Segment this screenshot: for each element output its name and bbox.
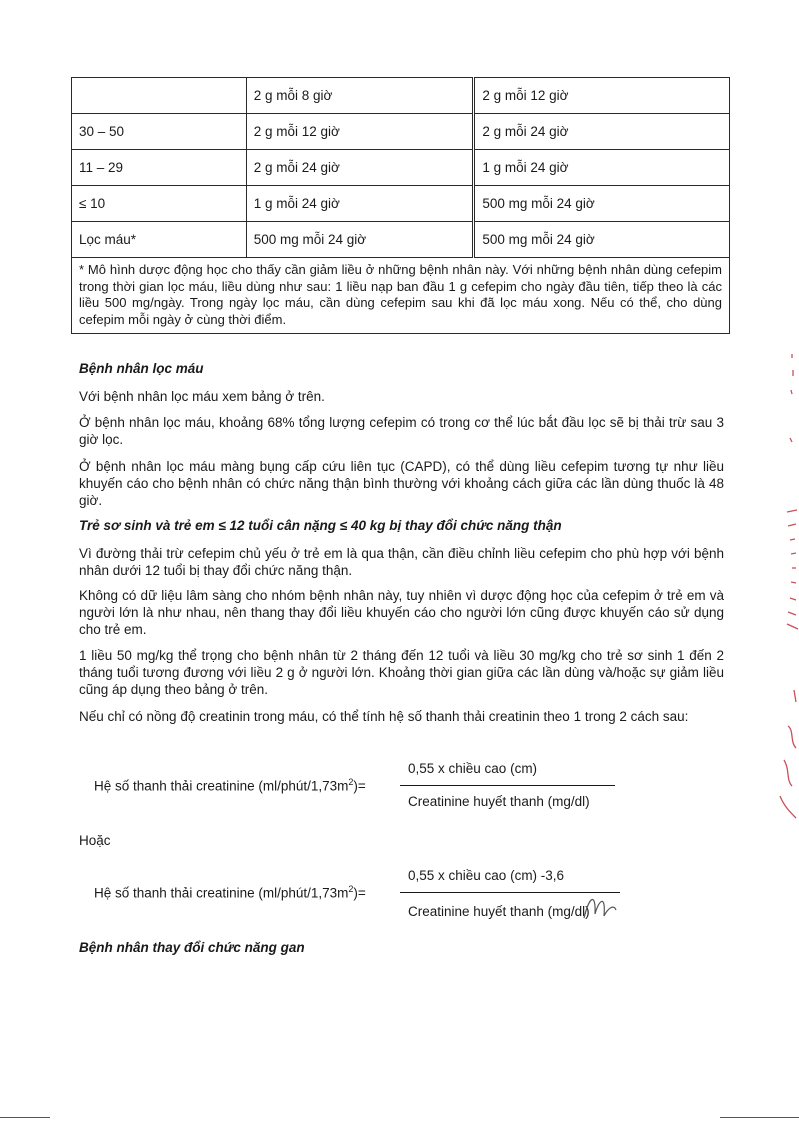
children-paragraph-2: Không có dữ liệu lâm sàng cho nhóm bệnh nhân này, tuy nhiên vì dược động học của cefepim ở trẻ em và người lớn là như nhau, nên thang thay đổi liều khuyến cáo cho người lớn cũng được khuyến cáo sử dụng cho trẻ em. [79, 588, 724, 637]
table-cell-dose-severe: 2 g mỗi 24 giờ [474, 114, 730, 150]
table-cell-dose-usual: 2 g mỗi 8 giờ [246, 78, 474, 114]
formula-1-fraction-line [400, 785, 615, 786]
formula-label-exponent: 2 [348, 777, 354, 787]
table-cell-dose-severe: 500 mg mỗi 24 giờ [474, 222, 730, 258]
formula-2-numerator: 0,55 x chiều cao (cm) -3,6 [408, 868, 565, 883]
formula-2-label [94, 884, 366, 901]
footer-line-right [720, 1117, 799, 1118]
dialysis-heading: Bệnh nhân lọc máu [79, 361, 204, 376]
dialysis-paragraph-1: Với bệnh nhân lọc máu xem bảng ở trên. [79, 389, 325, 404]
formula-1-denominator: Creatinine huyết thanh (mg/dl) [408, 794, 590, 809]
signature-scribble-icon [580, 888, 620, 928]
formula-label-text: Hệ số thanh thải creatinine (ml/phút/1,73m [94, 778, 349, 794]
table-cell-dose-severe: 1 g mỗi 24 giờ [474, 150, 730, 186]
dosage-table [71, 77, 730, 334]
margin-stamp-marks-icon [770, 350, 799, 830]
or-text: Hoặc [79, 833, 111, 848]
children-paragraph-4: Nếu chỉ có nồng độ creatinin trong máu, có thể tính hệ số thanh thải creatinin theo 1 trong 2 cách sau: [79, 709, 689, 724]
table-cell-clearance: Lọc máu* [72, 222, 247, 258]
children-heading: Trẻ sơ sinh và trẻ em ≤ 12 tuổi cân nặng ≤ 40 kg bị thay đổi chức năng thận [79, 518, 562, 533]
table-cell-dose-usual: 500 mg mỗi 24 giờ [246, 222, 474, 258]
table-cell-clearance [72, 78, 247, 114]
table-row [72, 78, 730, 114]
table-cell-dose-usual: 2 g mỗi 12 giờ [246, 114, 474, 150]
table-footnote: * Mô hình dược động học cho thấy cần giảm liều ở những bệnh nhân này. Với những bệnh nhân dùng cefepim trong thời gian lọc máu, liều dùng như sau: 1 liều nạp ban đầu 1 g cefepim cho ngày đầu tiên, tiếp theo là các liều 500 mg/ngày. Trong ngày lọc máu, cần dùng cefepim sau khi đã lọc máu xong. Nếu có thể, cho dùng cefepim mỗi ngày ở cùng thời điểm. [72, 258, 730, 334]
dialysis-paragraph-3: Ở bệnh nhân lọc máu màng bụng cấp cứu liên tục (CAPD), có thể dùng liều cefepim tương tự như liều khuyến cáo cho bệnh nhân có chức năng thận bình thường với khoảng cách giữa các lần dùng thuốc là 48 giờ. [79, 459, 724, 508]
formula-label-text: Hệ số thanh thải creatinine (ml/phút/1,73m [94, 885, 349, 901]
table-row [72, 150, 730, 186]
dialysis-paragraph-2: Ở bệnh nhân lọc máu, khoảng 68% tổng lượng cefepim có trong cơ thể lúc bắt đầu lọc sẽ bị thải trừ sau 3 giờ lọc. [79, 415, 724, 447]
table-footnote-row [72, 258, 730, 334]
formula-label-end: )= [353, 778, 366, 794]
table-cell-dose-severe: 2 g mỗi 12 giờ [474, 78, 730, 114]
children-paragraph-1: Vì đường thải trừ cefepim chủ yếu ở trẻ em là qua thận, cần điều chỉnh liều cefepim cho phù hợp với bệnh nhân dưới 12 tuổi bị thay đổi chức năng thận. [79, 546, 724, 578]
table-cell-clearance: ≤ 10 [72, 186, 247, 222]
table-cell-clearance: 30 – 50 [72, 114, 247, 150]
formula-1-label [94, 777, 366, 794]
formula-label-end: )= [353, 885, 366, 901]
footer-line-left [0, 1117, 50, 1118]
formula-label-exponent: 2 [348, 884, 354, 894]
formula-1-numerator: 0,55 x chiều cao (cm) [408, 761, 538, 776]
table-row [72, 114, 730, 150]
table-cell-clearance: 11 – 29 [72, 150, 247, 186]
children-paragraph-3: 1 liều 50 mg/kg thể trọng cho bệnh nhân từ 2 tháng đến 12 tuổi và liều 30 mg/kg cho trẻ sơ sinh 1 đến 2 tháng tuổi tương đương với liều 2 g ở người lớn. Khoảng thời gian giữa các lần dùng và/hoặc sự giảm liều cũng áp dụng theo bảng ở trên. [79, 648, 724, 697]
table-cell-dose-usual: 2 g mỗi 24 giờ [246, 150, 474, 186]
table-row [72, 186, 730, 222]
table-cell-dose-usual: 1 g mỗi 24 giờ [246, 186, 474, 222]
table-cell-dose-severe: 500 mg mỗi 24 giờ [474, 186, 730, 222]
table-row [72, 222, 730, 258]
liver-heading: Bệnh nhân thay đổi chức năng gan [79, 940, 305, 955]
formula-2-denominator: Creatinine huyết thanh (mg/dl) [408, 904, 590, 919]
